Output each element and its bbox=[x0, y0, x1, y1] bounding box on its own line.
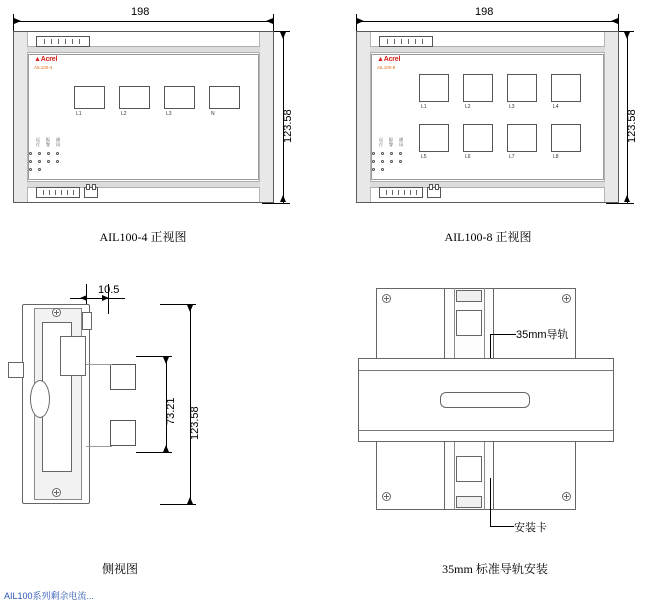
left-rail-band bbox=[14, 32, 28, 202]
indicator-label-group-2: 报 警 bbox=[389, 137, 393, 147]
device-inner-panel bbox=[28, 54, 259, 180]
corner-hole-top-right bbox=[562, 294, 571, 303]
dim-arrow-top bbox=[280, 32, 286, 39]
dim-arrow-7321-bottom bbox=[163, 445, 169, 452]
bottom-terminal-block bbox=[379, 187, 423, 198]
annotation-mounting-clip: 安装卡 bbox=[514, 522, 547, 534]
ct-window-l3: L3 bbox=[164, 86, 195, 109]
status-led bbox=[372, 160, 375, 163]
status-led bbox=[29, 168, 32, 171]
side-link-line-upper bbox=[86, 364, 112, 365]
status-led bbox=[390, 152, 393, 155]
model-label: AIL100-8 bbox=[377, 65, 396, 70]
status-led bbox=[372, 152, 375, 155]
dim-height-label: 123.58 bbox=[626, 109, 638, 143]
ct-window-l6: L6 bbox=[463, 124, 493, 152]
indicator-label-group-2: 报 警 bbox=[46, 137, 50, 147]
top-rail-strip bbox=[27, 46, 260, 53]
side-body-window bbox=[60, 336, 86, 376]
din-rail-edge-top bbox=[358, 370, 614, 371]
status-led bbox=[47, 160, 50, 163]
top-rail-strip bbox=[370, 46, 605, 53]
figure-caption-front-8: AIL100-8 正视图 bbox=[444, 230, 532, 244]
dim-width-label: 198 bbox=[131, 6, 150, 18]
side-ct-window-upper bbox=[110, 364, 136, 390]
indicator-label-group: 运 行 bbox=[379, 137, 383, 147]
mounting-clip-bottom bbox=[456, 496, 482, 508]
status-led bbox=[38, 160, 41, 163]
device-body-ail100-4 bbox=[13, 31, 274, 203]
mounting-screw-bottom bbox=[52, 488, 61, 497]
ct-window-l1: L1 bbox=[74, 86, 105, 109]
bottom-switch-block-2 bbox=[86, 184, 90, 190]
device-inner-panel bbox=[371, 54, 604, 180]
ct-window-l5: L5 bbox=[419, 124, 449, 152]
dim-ext-bottom bbox=[606, 203, 634, 204]
device-body-ail100-8 bbox=[356, 31, 619, 203]
leader-line-rail-h bbox=[490, 334, 516, 335]
ct-window-l2: L2 bbox=[463, 74, 493, 102]
status-led bbox=[29, 152, 32, 155]
dim-width-line bbox=[356, 21, 619, 22]
figure-front-view-8 bbox=[340, 0, 649, 250]
ct-window-l4: L4 bbox=[551, 74, 581, 102]
bottom-switch-block-3 bbox=[92, 184, 96, 190]
dim-arrow-12358-bottom bbox=[187, 497, 193, 504]
dim-width-line bbox=[13, 21, 274, 22]
annotation-din-rail: 35mm导轨 bbox=[516, 329, 569, 341]
leader-line-clip-h bbox=[490, 526, 514, 527]
dim-arrow-top bbox=[624, 32, 630, 39]
dim-arrow-left bbox=[357, 18, 364, 24]
indicator-label-group-3: 通 讯 bbox=[399, 137, 403, 147]
status-led bbox=[399, 152, 402, 155]
ct-window-n: N bbox=[209, 86, 240, 109]
mounting-screw-top bbox=[52, 308, 61, 317]
top-terminal-block bbox=[36, 36, 90, 47]
dim-arrow-bottom bbox=[280, 195, 286, 202]
figure-side-view bbox=[0, 260, 300, 590]
status-led bbox=[29, 160, 32, 163]
dim-12358-line bbox=[190, 304, 191, 504]
side-ct-window-lower bbox=[110, 420, 136, 446]
ct-window-l2: L2 bbox=[119, 86, 150, 109]
dim-height-label: 123.58 bbox=[282, 109, 294, 143]
status-led bbox=[47, 152, 50, 155]
corner-hole-bottom-left bbox=[382, 492, 391, 501]
indicator-label-group: 运 行 bbox=[36, 137, 40, 147]
figure-din-rail-mount bbox=[340, 260, 649, 590]
dim-arrow-7321-top bbox=[163, 357, 169, 364]
dim-7321-label: 73.21 bbox=[165, 397, 177, 425]
status-led bbox=[390, 160, 393, 163]
footer-note: AIL100系列剩余电流... bbox=[4, 591, 95, 601]
figure-caption-front-4: AIL100-4 正视图 bbox=[99, 230, 187, 244]
dim-ext-7321-bottom bbox=[136, 452, 172, 453]
figure-front-view-4 bbox=[0, 0, 300, 250]
dim-arrow-12358-top bbox=[187, 305, 193, 312]
clip-window-bottom bbox=[456, 456, 482, 482]
status-led bbox=[56, 160, 59, 163]
status-led bbox=[381, 168, 384, 171]
dim-arrow-right bbox=[266, 18, 273, 24]
status-led bbox=[38, 152, 41, 155]
bottom-switch-block-2 bbox=[429, 184, 433, 190]
figure-caption-rail: 35mm 标准导轨安装 bbox=[442, 562, 548, 576]
leader-line-rail bbox=[490, 334, 491, 358]
status-led bbox=[372, 168, 375, 171]
figure-caption-side: 侧视图 bbox=[101, 562, 138, 576]
dim-arrow-right bbox=[611, 18, 618, 24]
dim-arrow-bottom bbox=[624, 195, 630, 202]
clip-window-top bbox=[456, 310, 482, 336]
mounting-clip-top bbox=[456, 290, 482, 302]
status-led bbox=[381, 152, 384, 155]
ct-window-l1: L1 bbox=[419, 74, 449, 102]
bottom-switch-block-3 bbox=[435, 184, 439, 190]
top-terminal-block bbox=[379, 36, 433, 47]
ct-window-l7: L7 bbox=[507, 124, 537, 152]
status-led bbox=[399, 160, 402, 163]
dim-12358-label: 123.58 bbox=[189, 406, 201, 440]
dim-105-label: 10.5 bbox=[98, 284, 120, 296]
din-clip-tab bbox=[8, 362, 24, 378]
bottom-terminal-block bbox=[36, 187, 80, 198]
ct-window-l8: L8 bbox=[551, 124, 581, 152]
status-led bbox=[38, 168, 41, 171]
indicator-label-group-3: 通 讯 bbox=[56, 137, 60, 147]
left-rail-band bbox=[357, 32, 371, 202]
terminal-nose bbox=[82, 312, 92, 330]
status-led bbox=[381, 160, 384, 163]
right-rail-band bbox=[604, 32, 618, 202]
dim-105-line bbox=[70, 298, 125, 299]
dim-arrow-left bbox=[14, 18, 21, 24]
brand-logo: ▲Acrel bbox=[34, 56, 58, 63]
side-ellipse-detail bbox=[30, 380, 50, 418]
din-rail-slot bbox=[440, 392, 530, 408]
right-rail-band bbox=[259, 32, 273, 202]
model-label: AIL100-4 bbox=[34, 65, 53, 70]
din-rail-edge-bottom bbox=[358, 430, 614, 431]
ct-window-l3: L3 bbox=[507, 74, 537, 102]
dim-ext-12358-bottom bbox=[160, 504, 196, 505]
corner-hole-bottom-right bbox=[562, 492, 571, 501]
corner-hole-top-left bbox=[382, 294, 391, 303]
status-led bbox=[56, 152, 59, 155]
side-link-line-lower bbox=[86, 446, 112, 447]
leader-line-clip bbox=[490, 478, 491, 526]
brand-logo: ▲Acrel bbox=[377, 56, 401, 63]
dim-ext-bottom bbox=[262, 203, 290, 204]
dim-arrow-105-left bbox=[80, 295, 87, 301]
dim-width-label: 198 bbox=[475, 6, 494, 18]
